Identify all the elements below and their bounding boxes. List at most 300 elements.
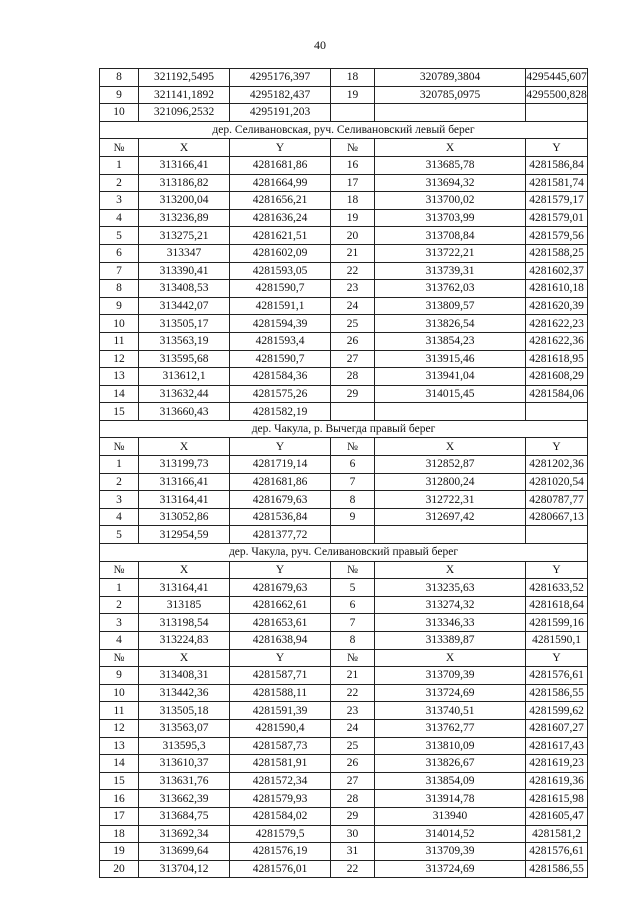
cell-x-right: 314015,45: [375, 385, 526, 403]
cell-y-left: 4295182,437: [230, 86, 331, 104]
cell-num-right: 28: [331, 368, 375, 386]
column-header-row: [100, 649, 588, 667]
cell-x-right: 320785,0975: [375, 86, 526, 104]
cell-x-left: 313164,41: [139, 491, 230, 509]
column-header-row: [100, 139, 588, 157]
cell-num-left: 5: [100, 526, 139, 544]
cell-y-right: 4281584,06: [526, 385, 588, 403]
cell-num-left: 18: [100, 825, 139, 843]
cell-num-left: 9: [100, 86, 139, 104]
cell-num-left: 10: [100, 684, 139, 702]
column-header-num-left: №: [100, 139, 139, 157]
cell-num-left: 13: [100, 737, 139, 755]
table-row: [100, 790, 588, 808]
table-row: [100, 491, 588, 509]
table-row: [100, 737, 588, 755]
cell-x-right: 312722,31: [375, 491, 526, 509]
cell-x-left: 312954,59: [139, 526, 230, 544]
cell-x-left: 313275,21: [139, 227, 230, 245]
cell-num-left: 1: [100, 156, 139, 174]
cell-y-right: 4281602,37: [526, 262, 588, 280]
cell-num-left: 19: [100, 843, 139, 861]
table-row: [100, 192, 588, 210]
cell-y-left: 4281636,24: [230, 209, 331, 227]
cell-x-left: 313390,41: [139, 262, 230, 280]
cell-x-right: 313854,09: [375, 772, 526, 790]
cell-x-left: 313052,86: [139, 508, 230, 526]
cell-x-left: 321192,5495: [139, 69, 230, 87]
cell-y-right: 4281202,36: [526, 456, 588, 474]
section-title: дер. Чакула, р. Вычегда правый берег: [100, 420, 588, 438]
cell-y-left: 4281572,34: [230, 772, 331, 790]
cell-y-right: 4281576,61: [526, 843, 588, 861]
column-header-y-right: Y: [526, 649, 588, 667]
cell-y-left: 4281584,02: [230, 807, 331, 825]
cell-y-left: 4281582,19: [230, 403, 331, 421]
table-row: [100, 614, 588, 632]
cell-y-left: 4281588,11: [230, 684, 331, 702]
column-header-num-right: №: [331, 649, 375, 667]
cell-num-right: 28: [331, 790, 375, 808]
cell-x-right: 313700,02: [375, 192, 526, 210]
cell-num-right: 25: [331, 315, 375, 333]
cell-x-left: 313612,1: [139, 368, 230, 386]
column-header-y-left: Y: [230, 438, 331, 456]
cell-num-right: 7: [331, 614, 375, 632]
section-title: дер. Селивановская, руч. Селивановский левый берег: [100, 121, 588, 139]
table-row: [100, 104, 588, 122]
cell-y-right: 4281581,74: [526, 174, 588, 192]
cell-y-right: 4280667,13: [526, 508, 588, 526]
table-row: [100, 526, 588, 544]
cell-y-left: 4281584,36: [230, 368, 331, 386]
cell-x-right: 313810,09: [375, 737, 526, 755]
table-row: [100, 860, 588, 878]
cell-num-left: 5: [100, 227, 139, 245]
cell-x-left: 313505,17: [139, 315, 230, 333]
cell-num-left: 2: [100, 596, 139, 614]
column-header-num-left: №: [100, 649, 139, 667]
cell-x-left: 313166,41: [139, 473, 230, 491]
cell-y-left: 4281594,39: [230, 315, 331, 333]
cell-num-left: 2: [100, 174, 139, 192]
cell-x-right: 313685,78: [375, 156, 526, 174]
column-header-x-right: X: [375, 438, 526, 456]
cell-x-left: 313631,76: [139, 772, 230, 790]
cell-y-right: 4281610,18: [526, 280, 588, 298]
cell-y-right: 4281599,62: [526, 702, 588, 720]
cell-x-left: 313595,68: [139, 350, 230, 368]
cell-x-right: 313762,77: [375, 719, 526, 737]
cell-x-right: 313914,78: [375, 790, 526, 808]
table-row: [100, 702, 588, 720]
cell-num-right: 29: [331, 385, 375, 403]
cell-y-right: 4281608,29: [526, 368, 588, 386]
table-row: [100, 667, 588, 685]
cell-y-right: 4281615,98: [526, 790, 588, 808]
cell-num-right: [331, 403, 375, 421]
cell-num-left: 10: [100, 104, 139, 122]
cell-num-right: 21: [331, 667, 375, 685]
cell-y-left: 4281664,99: [230, 174, 331, 192]
cell-y-left: 4281662,61: [230, 596, 331, 614]
cell-x-left: 313186,82: [139, 174, 230, 192]
cell-y-right: 4281599,16: [526, 614, 588, 632]
cell-x-right: 313724,69: [375, 860, 526, 878]
cell-x-left: 321141,1892: [139, 86, 230, 104]
cell-num-left: 14: [100, 385, 139, 403]
cell-num-left: 14: [100, 755, 139, 773]
cell-num-left: 17: [100, 807, 139, 825]
cell-x-right: 313708,84: [375, 227, 526, 245]
table-row: [100, 807, 588, 825]
table-row: [100, 825, 588, 843]
table-row: [100, 86, 588, 104]
cell-num-left: 1: [100, 456, 139, 474]
cell-num-left: 4: [100, 209, 139, 227]
cell-x-right: 313274,32: [375, 596, 526, 614]
cell-y-left: 4281679,63: [230, 579, 331, 597]
table-row: [100, 755, 588, 773]
cell-num-right: 8: [331, 632, 375, 650]
cell-num-right: 6: [331, 596, 375, 614]
cell-x-left: 313595,3: [139, 737, 230, 755]
cell-y-left: 4281602,09: [230, 244, 331, 262]
cell-y-left: 4281576,19: [230, 843, 331, 861]
cell-num-left: 10: [100, 315, 139, 333]
cell-y-left: 4281621,51: [230, 227, 331, 245]
cell-x-left: 313224,83: [139, 632, 230, 650]
cell-num-left: 13: [100, 368, 139, 386]
table-row: [100, 227, 588, 245]
cell-x-right: 313694,32: [375, 174, 526, 192]
cell-x-right: 313740,51: [375, 702, 526, 720]
column-header-y-right: Y: [526, 438, 588, 456]
cell-y-right: 4281590,1: [526, 632, 588, 650]
cell-x-left: 313632,44: [139, 385, 230, 403]
cell-num-left: 2: [100, 473, 139, 491]
cell-x-right: 313854,23: [375, 332, 526, 350]
cell-y-right: 4281576,61: [526, 667, 588, 685]
cell-x-right: 313724,69: [375, 684, 526, 702]
cell-num-right: 18: [331, 192, 375, 210]
coordinates-table: [99, 68, 588, 878]
cell-x-left: 313236,89: [139, 209, 230, 227]
column-header-row: [100, 561, 588, 579]
cell-x-left: 313610,37: [139, 755, 230, 773]
table-row: [100, 350, 588, 368]
table-row: [100, 385, 588, 403]
cell-y-right: 4281586,55: [526, 860, 588, 878]
cell-x-left: 313699,64: [139, 843, 230, 861]
cell-num-left: 4: [100, 508, 139, 526]
cell-y-right: 4281622,36: [526, 332, 588, 350]
cell-num-right: 23: [331, 280, 375, 298]
cell-y-left: 4281719,14: [230, 456, 331, 474]
cell-x-right: 312852,87: [375, 456, 526, 474]
cell-x-right: 313722,21: [375, 244, 526, 262]
cell-x-right: 313709,39: [375, 843, 526, 861]
cell-num-right: 19: [331, 86, 375, 104]
cell-num-right: 5: [331, 579, 375, 597]
cell-y-left: 4281579,5: [230, 825, 331, 843]
table-row: [100, 632, 588, 650]
table-row: [100, 297, 588, 315]
cell-num-right: 21: [331, 244, 375, 262]
cell-x-left: 321096,2532: [139, 104, 230, 122]
cell-num-right: 22: [331, 684, 375, 702]
cell-y-right: 4281586,84: [526, 156, 588, 174]
cell-num-left: 9: [100, 297, 139, 315]
cell-num-right: [331, 526, 375, 544]
table-row: [100, 209, 588, 227]
cell-y-right: 4281020,54: [526, 473, 588, 491]
cell-num-right: 18: [331, 69, 375, 87]
cell-num-left: 11: [100, 332, 139, 350]
cell-x-left: 313442,07: [139, 297, 230, 315]
table-row: [100, 843, 588, 861]
cell-x-left: 313347: [139, 244, 230, 262]
cell-num-right: 24: [331, 719, 375, 737]
table-row: [100, 174, 588, 192]
column-header-num-left: №: [100, 561, 139, 579]
column-header-x-right: X: [375, 139, 526, 157]
cell-num-right: 20: [331, 227, 375, 245]
table-row: [100, 262, 588, 280]
cell-num-right: 9: [331, 508, 375, 526]
cell-x-right: 313762,03: [375, 280, 526, 298]
table-row: [100, 244, 588, 262]
cell-num-right: 27: [331, 350, 375, 368]
column-header-x-left: X: [139, 649, 230, 667]
cell-x-left: 313660,43: [139, 403, 230, 421]
column-header-num-left: №: [100, 438, 139, 456]
section-title-row: [100, 121, 588, 139]
cell-y-left: 4281681,86: [230, 473, 331, 491]
cell-num-left: 15: [100, 772, 139, 790]
table-row: [100, 719, 588, 737]
cell-num-right: 8: [331, 491, 375, 509]
coordinates-table-body: [100, 69, 588, 878]
column-header-num-right: №: [331, 438, 375, 456]
cell-x-right: 313235,63: [375, 579, 526, 597]
cell-y-right: 4281620,39: [526, 297, 588, 315]
cell-num-left: 16: [100, 790, 139, 808]
cell-y-left: 4281593,05: [230, 262, 331, 280]
table-row: [100, 368, 588, 386]
cell-x-left: 313563,19: [139, 332, 230, 350]
cell-x-right: 313709,39: [375, 667, 526, 685]
cell-num-left: 20: [100, 860, 139, 878]
cell-x-right: [375, 104, 526, 122]
column-header-y-left: Y: [230, 139, 331, 157]
table-row: [100, 332, 588, 350]
cell-x-right: 313389,87: [375, 632, 526, 650]
cell-num-right: 27: [331, 772, 375, 790]
cell-x-right: 313346,33: [375, 614, 526, 632]
cell-x-left: 313704,12: [139, 860, 230, 878]
cell-num-right: 22: [331, 860, 375, 878]
cell-x-left: 313692,34: [139, 825, 230, 843]
cell-x-right: 320789,3804: [375, 69, 526, 87]
cell-x-right: 313809,57: [375, 297, 526, 315]
cell-x-left: 313200,04: [139, 192, 230, 210]
cell-num-left: 3: [100, 192, 139, 210]
column-header-num-right: №: [331, 561, 375, 579]
cell-x-right: 312800,24: [375, 473, 526, 491]
cell-x-right: 313826,54: [375, 315, 526, 333]
cell-x-left: 313505,18: [139, 702, 230, 720]
cell-y-left: 4281377,72: [230, 526, 331, 544]
cell-num-left: 4: [100, 632, 139, 650]
cell-y-left: 4281587,71: [230, 667, 331, 685]
table-row: [100, 473, 588, 491]
cell-y-left: 4281590,7: [230, 280, 331, 298]
cell-num-left: 8: [100, 69, 139, 87]
cell-x-left: 313662,39: [139, 790, 230, 808]
cell-y-right: 4281586,55: [526, 684, 588, 702]
cell-y-left: 4281575,26: [230, 385, 331, 403]
cell-x-left: 313684,75: [139, 807, 230, 825]
column-header-y-left: Y: [230, 649, 331, 667]
cell-x-right: 314014,52: [375, 825, 526, 843]
column-header-y-right: Y: [526, 139, 588, 157]
cell-num-right: 30: [331, 825, 375, 843]
cell-y-left: 4281591,39: [230, 702, 331, 720]
table-row: [100, 403, 588, 421]
cell-y-right: 4281617,43: [526, 737, 588, 755]
cell-y-right: [526, 526, 588, 544]
cell-x-left: 313563,07: [139, 719, 230, 737]
cell-x-left: 313185: [139, 596, 230, 614]
cell-num-left: 9: [100, 667, 139, 685]
cell-y-left: 4281681,86: [230, 156, 331, 174]
column-header-x-right: X: [375, 649, 526, 667]
cell-y-right: 4295445,607: [526, 69, 588, 87]
cell-y-right: 4281622,23: [526, 315, 588, 333]
cell-y-right: 4281579,01: [526, 209, 588, 227]
section-title-row: [100, 544, 588, 562]
cell-y-right: 4281607,27: [526, 719, 588, 737]
cell-num-right: 7: [331, 473, 375, 491]
cell-num-left: 12: [100, 350, 139, 368]
cell-y-right: 4281619,36: [526, 772, 588, 790]
cell-x-right: 313739,31: [375, 262, 526, 280]
cell-num-right: 25: [331, 737, 375, 755]
cell-x-left: 313166,41: [139, 156, 230, 174]
cell-num-left: 3: [100, 614, 139, 632]
table-row: [100, 315, 588, 333]
cell-num-right: 22: [331, 262, 375, 280]
cell-num-right: 6: [331, 456, 375, 474]
cell-num-right: 26: [331, 332, 375, 350]
cell-y-right: 4281618,95: [526, 350, 588, 368]
table-row: [100, 69, 588, 87]
cell-y-left: 4281590,7: [230, 350, 331, 368]
cell-x-left: 313198,54: [139, 614, 230, 632]
cell-y-left: 4295176,397: [230, 69, 331, 87]
table-row: [100, 156, 588, 174]
cell-y-right: 4295500,828: [526, 86, 588, 104]
cell-y-left: 4281593,4: [230, 332, 331, 350]
column-header-row: [100, 438, 588, 456]
cell-num-left: 7: [100, 262, 139, 280]
cell-num-left: 15: [100, 403, 139, 421]
cell-y-right: 4281579,17: [526, 192, 588, 210]
table-row: [100, 772, 588, 790]
cell-y-left: 4281590,4: [230, 719, 331, 737]
cell-num-right: 16: [331, 156, 375, 174]
cell-y-right: 4281605,47: [526, 807, 588, 825]
column-header-x-left: X: [139, 139, 230, 157]
cell-num-right: 24: [331, 297, 375, 315]
cell-num-right: 17: [331, 174, 375, 192]
cell-num-right: 26: [331, 755, 375, 773]
cell-x-right: [375, 526, 526, 544]
cell-num-right: 29: [331, 807, 375, 825]
cell-x-right: 313703,99: [375, 209, 526, 227]
cell-num-left: 12: [100, 719, 139, 737]
cell-y-left: 4281576,01: [230, 860, 331, 878]
page-number: 40: [314, 38, 326, 52]
cell-x-left: 313408,31: [139, 667, 230, 685]
table-row: [100, 684, 588, 702]
table-row: [100, 579, 588, 597]
cell-x-right: 312697,42: [375, 508, 526, 526]
cell-x-right: 313941,04: [375, 368, 526, 386]
cell-num-left: 8: [100, 280, 139, 298]
cell-x-right: 313915,46: [375, 350, 526, 368]
cell-num-left: 6: [100, 244, 139, 262]
column-header-y-left: Y: [230, 561, 331, 579]
cell-x-left: 313199,73: [139, 456, 230, 474]
cell-num-left: 3: [100, 491, 139, 509]
cell-y-right: [526, 104, 588, 122]
cell-y-left: 4281579,93: [230, 790, 331, 808]
cell-y-left: 4281536,84: [230, 508, 331, 526]
table-row: [100, 596, 588, 614]
cell-y-left: 4281591,1: [230, 297, 331, 315]
table-row: [100, 456, 588, 474]
cell-y-left: 4281679,63: [230, 491, 331, 509]
cell-x-right: 313826,67: [375, 755, 526, 773]
cell-x-left: 313408,53: [139, 280, 230, 298]
cell-y-left: 4281656,21: [230, 192, 331, 210]
cell-num-left: 1: [100, 579, 139, 597]
column-header-x-left: X: [139, 561, 230, 579]
cell-num-right: [331, 104, 375, 122]
cell-x-right: 313940: [375, 807, 526, 825]
cell-y-left: 4281581,91: [230, 755, 331, 773]
column-header-x-left: X: [139, 438, 230, 456]
column-header-y-right: Y: [526, 561, 588, 579]
cell-x-left: 313442,36: [139, 684, 230, 702]
cell-x-right: [375, 403, 526, 421]
cell-y-left: 4281638,94: [230, 632, 331, 650]
column-header-x-right: X: [375, 561, 526, 579]
table-row: [100, 508, 588, 526]
cell-y-left: 4295191,203: [230, 104, 331, 122]
cell-x-left: 313164,41: [139, 579, 230, 597]
column-header-num-right: №: [331, 139, 375, 157]
cell-num-right: 19: [331, 209, 375, 227]
cell-y-left: 4281653,61: [230, 614, 331, 632]
cell-y-left: 4281587,73: [230, 737, 331, 755]
cell-y-right: [526, 403, 588, 421]
cell-y-right: 4281618,64: [526, 596, 588, 614]
section-title: дер. Чакула, руч. Селивановский правый берег: [100, 544, 588, 562]
cell-y-right: 4281588,25: [526, 244, 588, 262]
